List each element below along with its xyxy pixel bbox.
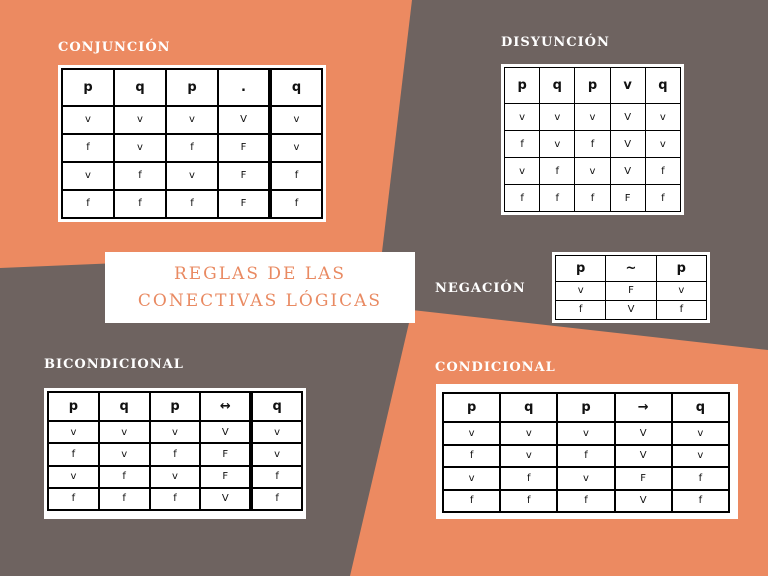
table-bicondicional	[44, 388, 306, 519]
table-cell: f	[62, 134, 114, 162]
table-cell: v	[114, 106, 166, 134]
table-cell: v	[166, 162, 218, 190]
table-disyuncion	[501, 64, 684, 215]
table-cell: V	[610, 104, 645, 131]
title-line-1: REGLAS DE LAS	[173, 263, 347, 284]
table-cell: v	[99, 421, 150, 443]
table-cell: f	[150, 443, 201, 465]
table-cell: v	[270, 106, 322, 134]
table-row	[48, 421, 302, 443]
header-cell: p	[575, 68, 610, 104]
table-cell: F	[200, 466, 251, 488]
table-cell: v	[672, 422, 729, 444]
table-cell: v	[556, 281, 606, 300]
table-cell: f	[443, 490, 500, 512]
table-cell: v	[443, 467, 500, 489]
table-cell: v	[500, 445, 557, 467]
table-cell: f	[270, 162, 322, 190]
table-negacion	[552, 252, 710, 323]
table-cell: f	[114, 162, 166, 190]
table-cell: v	[114, 134, 166, 162]
table-cell: V	[606, 300, 656, 319]
table-cell: f	[251, 466, 302, 488]
table-cell: V	[610, 158, 645, 185]
table-cell: f	[166, 190, 218, 218]
table-cell: f	[251, 488, 302, 510]
table-row	[62, 106, 322, 134]
table-cell: f	[48, 443, 99, 465]
table-header-row	[556, 256, 707, 282]
table-row	[505, 158, 681, 185]
table-row	[48, 443, 302, 465]
table-cell: f	[556, 300, 606, 319]
table-header-row	[505, 68, 681, 104]
table-header-row	[62, 69, 322, 106]
table-cell: V	[218, 106, 270, 134]
table-row	[443, 445, 729, 467]
table-cell: f	[557, 490, 614, 512]
table-cell: V	[615, 422, 672, 444]
header-cell: p	[556, 256, 606, 282]
table-header-row	[443, 393, 729, 422]
table-cell: v	[505, 104, 540, 131]
header-cell: p	[150, 392, 201, 421]
table-cell: v	[48, 466, 99, 488]
header-cell: →	[615, 393, 672, 422]
table-cell: f	[150, 488, 201, 510]
table-cell: f	[48, 488, 99, 510]
table-cell: v	[150, 466, 201, 488]
title-line-2: CONECTIVAS LÓGICAS	[137, 290, 383, 311]
header-cell: p	[557, 393, 614, 422]
table-cell: f	[645, 158, 680, 185]
header-cell: p	[166, 69, 218, 106]
table-cell: f	[672, 490, 729, 512]
header-cell: p	[48, 392, 99, 421]
table-row	[556, 281, 707, 300]
table-cell: f	[645, 185, 680, 212]
table-row	[556, 300, 707, 319]
table-cell: F	[606, 281, 656, 300]
table-row	[505, 104, 681, 131]
table-cell: v	[62, 162, 114, 190]
table-condicional	[436, 384, 738, 519]
table-cell: f	[672, 467, 729, 489]
table-cell: V	[610, 131, 645, 158]
table-row	[443, 467, 729, 489]
header-cell: .	[218, 69, 270, 106]
table-cell: v	[270, 134, 322, 162]
table-cell: v	[672, 445, 729, 467]
table-cell: f	[505, 185, 540, 212]
table-cell: F	[218, 190, 270, 218]
label-conjuncion: CONJUNCIÓN	[58, 40, 171, 55]
label-condicional: CONDICIONAL	[435, 360, 556, 375]
table-cell: v	[645, 104, 680, 131]
table-cell: v	[540, 131, 575, 158]
label-bicondicional: BICONDICIONAL	[44, 357, 184, 372]
table-cell: F	[200, 443, 251, 465]
table-cell: V	[615, 445, 672, 467]
table-row	[505, 185, 681, 212]
table-cell: v	[500, 422, 557, 444]
header-cell: q	[99, 392, 150, 421]
table-row	[62, 134, 322, 162]
table-cell: f	[500, 490, 557, 512]
header-cell: q	[500, 393, 557, 422]
table-cell: v	[656, 281, 706, 300]
table-row	[443, 490, 729, 512]
table-row	[443, 422, 729, 444]
table-cell: f	[505, 131, 540, 158]
table-cell: f	[99, 488, 150, 510]
table-cell: v	[645, 131, 680, 158]
table-cell: v	[505, 158, 540, 185]
table-cell: v	[575, 158, 610, 185]
header-cell: ~	[606, 256, 656, 282]
table-row	[62, 190, 322, 218]
table-cell: v	[99, 443, 150, 465]
table-cell: f	[166, 134, 218, 162]
table-cell: f	[500, 467, 557, 489]
table-cell: V	[200, 488, 251, 510]
table-cell: v	[251, 421, 302, 443]
header-cell: q	[251, 392, 302, 421]
table-cell: f	[540, 185, 575, 212]
table-cell: F	[615, 467, 672, 489]
table-cell: F	[610, 185, 645, 212]
table-cell: v	[575, 104, 610, 131]
table-row	[505, 131, 681, 158]
table-cell: f	[575, 185, 610, 212]
table-cell: f	[443, 445, 500, 467]
table-cell: v	[150, 421, 201, 443]
table-cell: v	[557, 467, 614, 489]
table-cell: V	[615, 490, 672, 512]
header-cell: p	[443, 393, 500, 422]
table-cell: f	[557, 445, 614, 467]
header-cell: p	[62, 69, 114, 106]
table-cell: V	[200, 421, 251, 443]
header-cell: q	[270, 69, 322, 106]
table-cell: f	[656, 300, 706, 319]
table-cell: f	[114, 190, 166, 218]
label-negacion: NEGACIÓN	[435, 281, 526, 296]
table-row	[62, 162, 322, 190]
table-cell: v	[540, 104, 575, 131]
header-cell: q	[540, 68, 575, 104]
table-cell: v	[251, 443, 302, 465]
table-row	[48, 466, 302, 488]
header-cell: v	[610, 68, 645, 104]
table-cell: f	[270, 190, 322, 218]
table-cell: v	[443, 422, 500, 444]
header-cell: p	[656, 256, 706, 282]
header-cell: q	[645, 68, 680, 104]
table-conjuncion	[58, 65, 326, 222]
header-cell: q	[672, 393, 729, 422]
table-cell: v	[48, 421, 99, 443]
table-cell: f	[575, 131, 610, 158]
table-header-row	[48, 392, 302, 421]
table-cell: f	[540, 158, 575, 185]
table-cell: f	[62, 190, 114, 218]
table-cell: F	[218, 134, 270, 162]
table-cell: F	[218, 162, 270, 190]
title-box	[105, 252, 415, 323]
table-row	[48, 488, 302, 510]
label-disyuncion: DISYUNCIÓN	[501, 35, 610, 50]
table-cell: v	[166, 106, 218, 134]
table-cell: v	[557, 422, 614, 444]
header-cell: p	[505, 68, 540, 104]
table-cell: v	[62, 106, 114, 134]
table-cell: f	[99, 466, 150, 488]
header-cell: q	[114, 69, 166, 106]
header-cell: ↔	[200, 392, 251, 421]
